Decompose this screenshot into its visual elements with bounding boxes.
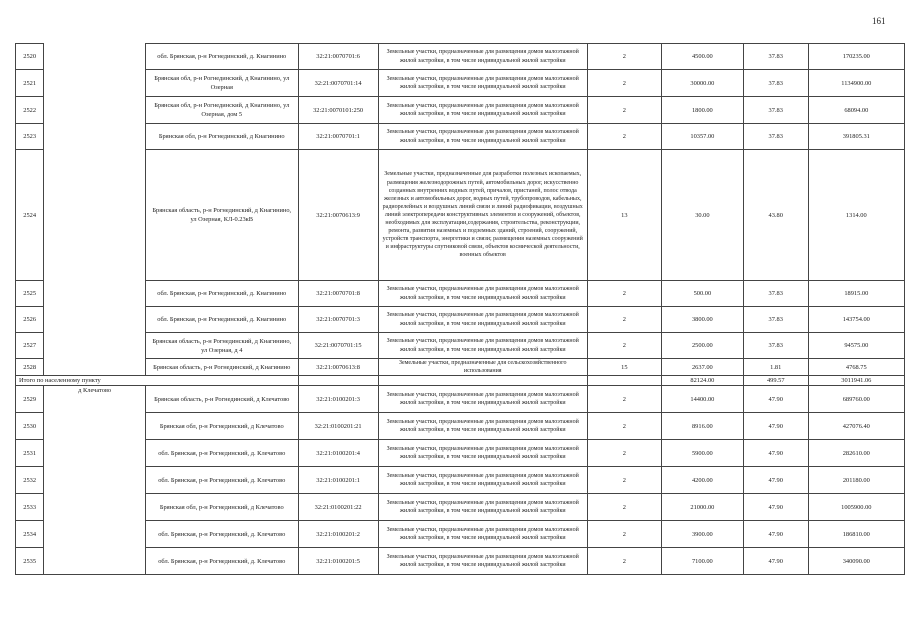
area-cell: 30.00 <box>661 150 743 281</box>
specific-value-cell: 37.83 <box>743 124 808 150</box>
row-number: 2532 <box>16 467 44 494</box>
specific-value-cell: 43.80 <box>743 150 808 281</box>
locality-cell <box>44 97 146 124</box>
area-cell: 14400.00 <box>661 386 743 413</box>
land-use-cell: Земельные участки, предназначенные для размещения домов малоэтажной жилой застройки, в том числе индивидуальной жилой застройки <box>378 333 587 359</box>
cadastral-number-cell: 32:21:0100201:2 <box>298 521 378 548</box>
specific-value-cell: 37.83 <box>743 70 808 97</box>
row-number: 2523 <box>16 124 44 150</box>
area-cell: 3800.00 <box>661 307 743 333</box>
cadastral-value-cell: 186810.00 <box>808 521 904 548</box>
locality-cell <box>44 44 146 70</box>
table-row <box>16 124 905 150</box>
land-use-cell: Земельные участки, предназначенные для размещения домов малоэтажной жилой застройки, в том числе индивидуальной жилой застройки <box>378 413 587 440</box>
address-cell: обл. Брянская, р-н Рогнединский, д. Клечатово <box>145 548 298 575</box>
cadastral-value-cell: 143754.00 <box>808 307 904 333</box>
cadastral-number-cell: 32:21:0070701:1 <box>298 124 378 150</box>
row-number: 2529 <box>16 386 44 413</box>
cadastral-value-cell: 201180.00 <box>808 467 904 494</box>
page-number: 161 <box>872 16 886 26</box>
cadastral-value-cell: 94575.00 <box>808 333 904 359</box>
cadastral-number-cell: 32:21:0100201:5 <box>298 548 378 575</box>
table-row <box>16 359 905 376</box>
land-use-cell: Земельные участки, предназначенные для размещения домов малоэтажной жилой застройки, в том числе индивидуальной жилой застройки <box>378 97 587 124</box>
address-cell: Брянская обл, р-н Рогнединский, д Клечатово <box>145 413 298 440</box>
address-cell: Брянская обл, р-н Рогнединский, д Клечатово <box>145 494 298 521</box>
address-cell: Брянская область, р-н Рогнединский, д Кнагинино, ул Озерная, д 4 <box>145 333 298 359</box>
use-group-cell: 2 <box>587 70 661 97</box>
address-cell: обл. Брянская, р-н Рогнединский, д. Клечатово <box>145 467 298 494</box>
locality-cell <box>44 124 146 150</box>
summary-row <box>16 376 905 386</box>
address-cell: Брянская обл, р-н Рогнединский, д Кнагинино, ул Озерная, дом 5 <box>145 97 298 124</box>
cadastral-number-cell: 32:21:0070701:15 <box>298 333 378 359</box>
cadastral-value-cell: 4768.75 <box>808 359 904 376</box>
table-row <box>16 281 905 307</box>
use-group-cell: 2 <box>587 44 661 70</box>
row-number: 2527 <box>16 333 44 359</box>
use-group-cell: 2 <box>587 386 661 413</box>
cadastral-value-table <box>15 43 905 575</box>
cadastral-number-cell: 32:21:0100201:22 <box>298 494 378 521</box>
land-use-cell: Земельные участки, предназначенные для размещения домов малоэтажной жилой застройки, в том числе индивидуальной жилой застройки <box>378 386 587 413</box>
address-cell: Брянская обл, р-н Рогнединский, д Кнагинино <box>145 124 298 150</box>
row-number: 2524 <box>16 150 44 281</box>
specific-value-cell: 1.81 <box>743 359 808 376</box>
land-use-cell: Земельные участки, предназначенные для размещения домов малоэтажной жилой застройки, в том числе индивидуальной жилой застройки <box>378 307 587 333</box>
cadastral-number-cell: 32:21:0070701:6 <box>298 44 378 70</box>
row-number: 2535 <box>16 548 44 575</box>
address-cell: обл. Брянская, р-н Рогнединский, д. Кнагинино <box>145 281 298 307</box>
area-cell: 4500.00 <box>661 44 743 70</box>
row-number: 2526 <box>16 307 44 333</box>
address-cell: Брянская область, р-н Рогнединский, д Клечатово <box>145 386 298 413</box>
row-number: 2521 <box>16 70 44 97</box>
cadastral-number-cell: 32:21:0100201:3 <box>298 386 378 413</box>
locality-cell <box>44 70 146 97</box>
table-row <box>16 44 905 70</box>
row-number: 2520 <box>16 44 44 70</box>
locality-cell <box>44 307 146 333</box>
area-cell: 21000.00 <box>661 494 743 521</box>
locality-label: д Клечатово <box>44 386 146 575</box>
cadastral-number-cell: 32:21:0070101:250 <box>298 97 378 124</box>
area-cell: 5900.00 <box>661 440 743 467</box>
use-group-cell: 2 <box>587 97 661 124</box>
land-use-cell: Земельные участки, предназначенные для размещения домов малоэтажной жилой застройки, в том числе индивидуальной жилой застройки <box>378 440 587 467</box>
cadastral-number-cell: 32:21:0100201:21 <box>298 413 378 440</box>
use-group-cell: 2 <box>587 521 661 548</box>
table-row <box>16 521 905 548</box>
cadastral-value-cell: 1314.00 <box>808 150 904 281</box>
cadastral-value-cell: 427076.40 <box>808 413 904 440</box>
cadastral-number-cell: 32:21:0100201:4 <box>298 440 378 467</box>
area-cell: 10357.00 <box>661 124 743 150</box>
summary-rate: 499.57 <box>743 376 808 386</box>
area-cell: 1800.00 <box>661 97 743 124</box>
cadastral-number-cell: 32:21:0070701:14 <box>298 70 378 97</box>
summary-area: 82124.00 <box>661 376 743 386</box>
specific-value-cell: 37.83 <box>743 281 808 307</box>
use-group-cell: 2 <box>587 307 661 333</box>
area-cell: 4200.00 <box>661 467 743 494</box>
row-number: 2533 <box>16 494 44 521</box>
cadastral-number-cell: 32:21:0070701:8 <box>298 281 378 307</box>
land-use-cell: Земельные участки, предназначенные для размещения домов малоэтажной жилой застройки, в том числе индивидуальной жилой застройки <box>378 494 587 521</box>
land-use-cell: Земельные участки, предназначенные для размещения домов малоэтажной жилой застройки, в том числе индивидуальной жилой застройки <box>378 124 587 150</box>
locality-cell <box>44 333 146 359</box>
cadastral-value-cell: 282610.00 <box>808 440 904 467</box>
table-row <box>16 548 905 575</box>
area-cell: 3900.00 <box>661 521 743 548</box>
specific-value-cell: 47.90 <box>743 413 808 440</box>
land-use-cell: Земельные участки, предназначенные для сельскохозяйственного использования <box>378 359 587 376</box>
cadastral-value-cell: 1005900.00 <box>808 494 904 521</box>
specific-value-cell: 47.90 <box>743 548 808 575</box>
land-use-cell: Земельные участки, предназначенные для разработки полезных ископаемых, размещения железнодорожных путей, автомобильных дорог, искусственно созданных внутренних водных путей, причалов, пристаней, полос отвода железных и автомобильных дорог, водных путей, трубопроводов, кабельных, радиорелейных и воздушных линий связи и линий радиофикации, воздушных линий электропередачи конструктивных элементов и сооружений, объектов, необходимых для эксплуатации,содержания, строительства, реконструкции, ремонта, развития наземных и подземных зданий, строений, сооружений, устройств транспорта, энергетики и связи; размещения наземных сооружений и инфраструктуры спутниковой связи, объектов космической деятельности, военных объектов <box>378 150 587 281</box>
area-cell: 7100.00 <box>661 548 743 575</box>
table-row <box>16 150 905 281</box>
cadastral-value-cell: 391805.31 <box>808 124 904 150</box>
table-row <box>16 307 905 333</box>
use-group-cell: 2 <box>587 440 661 467</box>
specific-value-cell: 37.83 <box>743 307 808 333</box>
cadastral-number-cell: 32:21:0070613:9 <box>298 150 378 281</box>
table-row <box>16 97 905 124</box>
row-number: 2530 <box>16 413 44 440</box>
address-cell: обл. Брянская, р-н Рогнединский, д. Клечатово <box>145 521 298 548</box>
cadastral-value-cell: 18915.00 <box>808 281 904 307</box>
cadastral-number-cell: 32:21:0070613:8 <box>298 359 378 376</box>
use-group-cell: 2 <box>587 413 661 440</box>
use-group-cell: 2 <box>587 494 661 521</box>
area-cell: 30000.00 <box>661 70 743 97</box>
row-number: 2531 <box>16 440 44 467</box>
address-cell: обл. Брянская, р-н Рогнединский, д. Кнагинино <box>145 44 298 70</box>
table-row <box>16 333 905 359</box>
use-group-cell: 15 <box>587 359 661 376</box>
cadastral-value-cell: 1134900.00 <box>808 70 904 97</box>
specific-value-cell: 47.90 <box>743 494 808 521</box>
address-cell: Брянская область, р-н Рогнединский, д Кнагинино <box>145 359 298 376</box>
locality-cell <box>44 150 146 281</box>
use-group-cell: 2 <box>587 281 661 307</box>
land-use-cell: Земельные участки, предназначенные для размещения домов малоэтажной жилой застройки, в том числе индивидуальной жилой застройки <box>378 521 587 548</box>
summary-value: 3011941.06 <box>808 376 904 386</box>
use-group-cell: 2 <box>587 124 661 150</box>
table-row <box>16 70 905 97</box>
address-cell: Брянская область, р-н Рогнединский, д Кнагинино, ул Озерная, КЛ-0.23кВ <box>145 150 298 281</box>
specific-value-cell: 47.90 <box>743 467 808 494</box>
cadastral-number-cell: 32:21:0100201:1 <box>298 467 378 494</box>
row-number: 2534 <box>16 521 44 548</box>
row-number: 2525 <box>16 281 44 307</box>
land-use-cell: Земельные участки, предназначенные для размещения домов малоэтажной жилой застройки, в том числе индивидуальной жилой застройки <box>378 281 587 307</box>
table-row <box>16 440 905 467</box>
table-row <box>16 413 905 440</box>
cadastral-value-cell: 689760.00 <box>808 386 904 413</box>
address-cell: обл. Брянская, р-н Рогнединский, д. Клечатово <box>145 440 298 467</box>
land-use-cell: Земельные участки, предназначенные для размещения домов малоэтажной жилой застройки, в том числе индивидуальной жилой застройки <box>378 70 587 97</box>
land-use-cell: Земельные участки, предназначенные для размещения домов малоэтажной жилой застройки, в том числе индивидуальной жилой застройки <box>378 467 587 494</box>
table-row <box>16 386 905 413</box>
specific-value-cell: 47.90 <box>743 521 808 548</box>
cadastral-number-cell: 32:21:0070701:3 <box>298 307 378 333</box>
table-row <box>16 467 905 494</box>
row-number: 2528 <box>16 359 44 376</box>
land-use-cell: Земельные участки, предназначенные для размещения домов малоэтажной жилой застройки, в том числе индивидуальной жилой застройки <box>378 44 587 70</box>
row-number: 2522 <box>16 97 44 124</box>
specific-value-cell: 47.90 <box>743 386 808 413</box>
address-cell: обл. Брянская, р-н Рогнединский, д. Кнагинино <box>145 307 298 333</box>
specific-value-cell: 37.83 <box>743 333 808 359</box>
address-cell: Брянская обл, р-н Рогнединский, д Кнагинино, ул Озерная <box>145 70 298 97</box>
locality-cell <box>44 359 146 376</box>
area-cell: 8916.00 <box>661 413 743 440</box>
cadastral-value-cell: 340090.00 <box>808 548 904 575</box>
land-use-cell: Земельные участки, предназначенные для размещения домов малоэтажной жилой застройки, в том числе индивидуальной жилой застройки <box>378 548 587 575</box>
use-group-cell: 2 <box>587 548 661 575</box>
area-cell: 2500.00 <box>661 333 743 359</box>
specific-value-cell: 37.83 <box>743 44 808 70</box>
specific-value-cell: 37.83 <box>743 97 808 124</box>
use-group-cell: 13 <box>587 150 661 281</box>
cadastral-value-cell: 170235.00 <box>808 44 904 70</box>
summary-label: Итого по населенному пункту <box>16 376 299 386</box>
table-row <box>16 494 905 521</box>
use-group-cell: 2 <box>587 333 661 359</box>
locality-cell <box>44 281 146 307</box>
area-cell: 2637.00 <box>661 359 743 376</box>
cadastral-value-cell: 68094.00 <box>808 97 904 124</box>
specific-value-cell: 47.90 <box>743 440 808 467</box>
use-group-cell: 2 <box>587 467 661 494</box>
area-cell: 500.00 <box>661 281 743 307</box>
